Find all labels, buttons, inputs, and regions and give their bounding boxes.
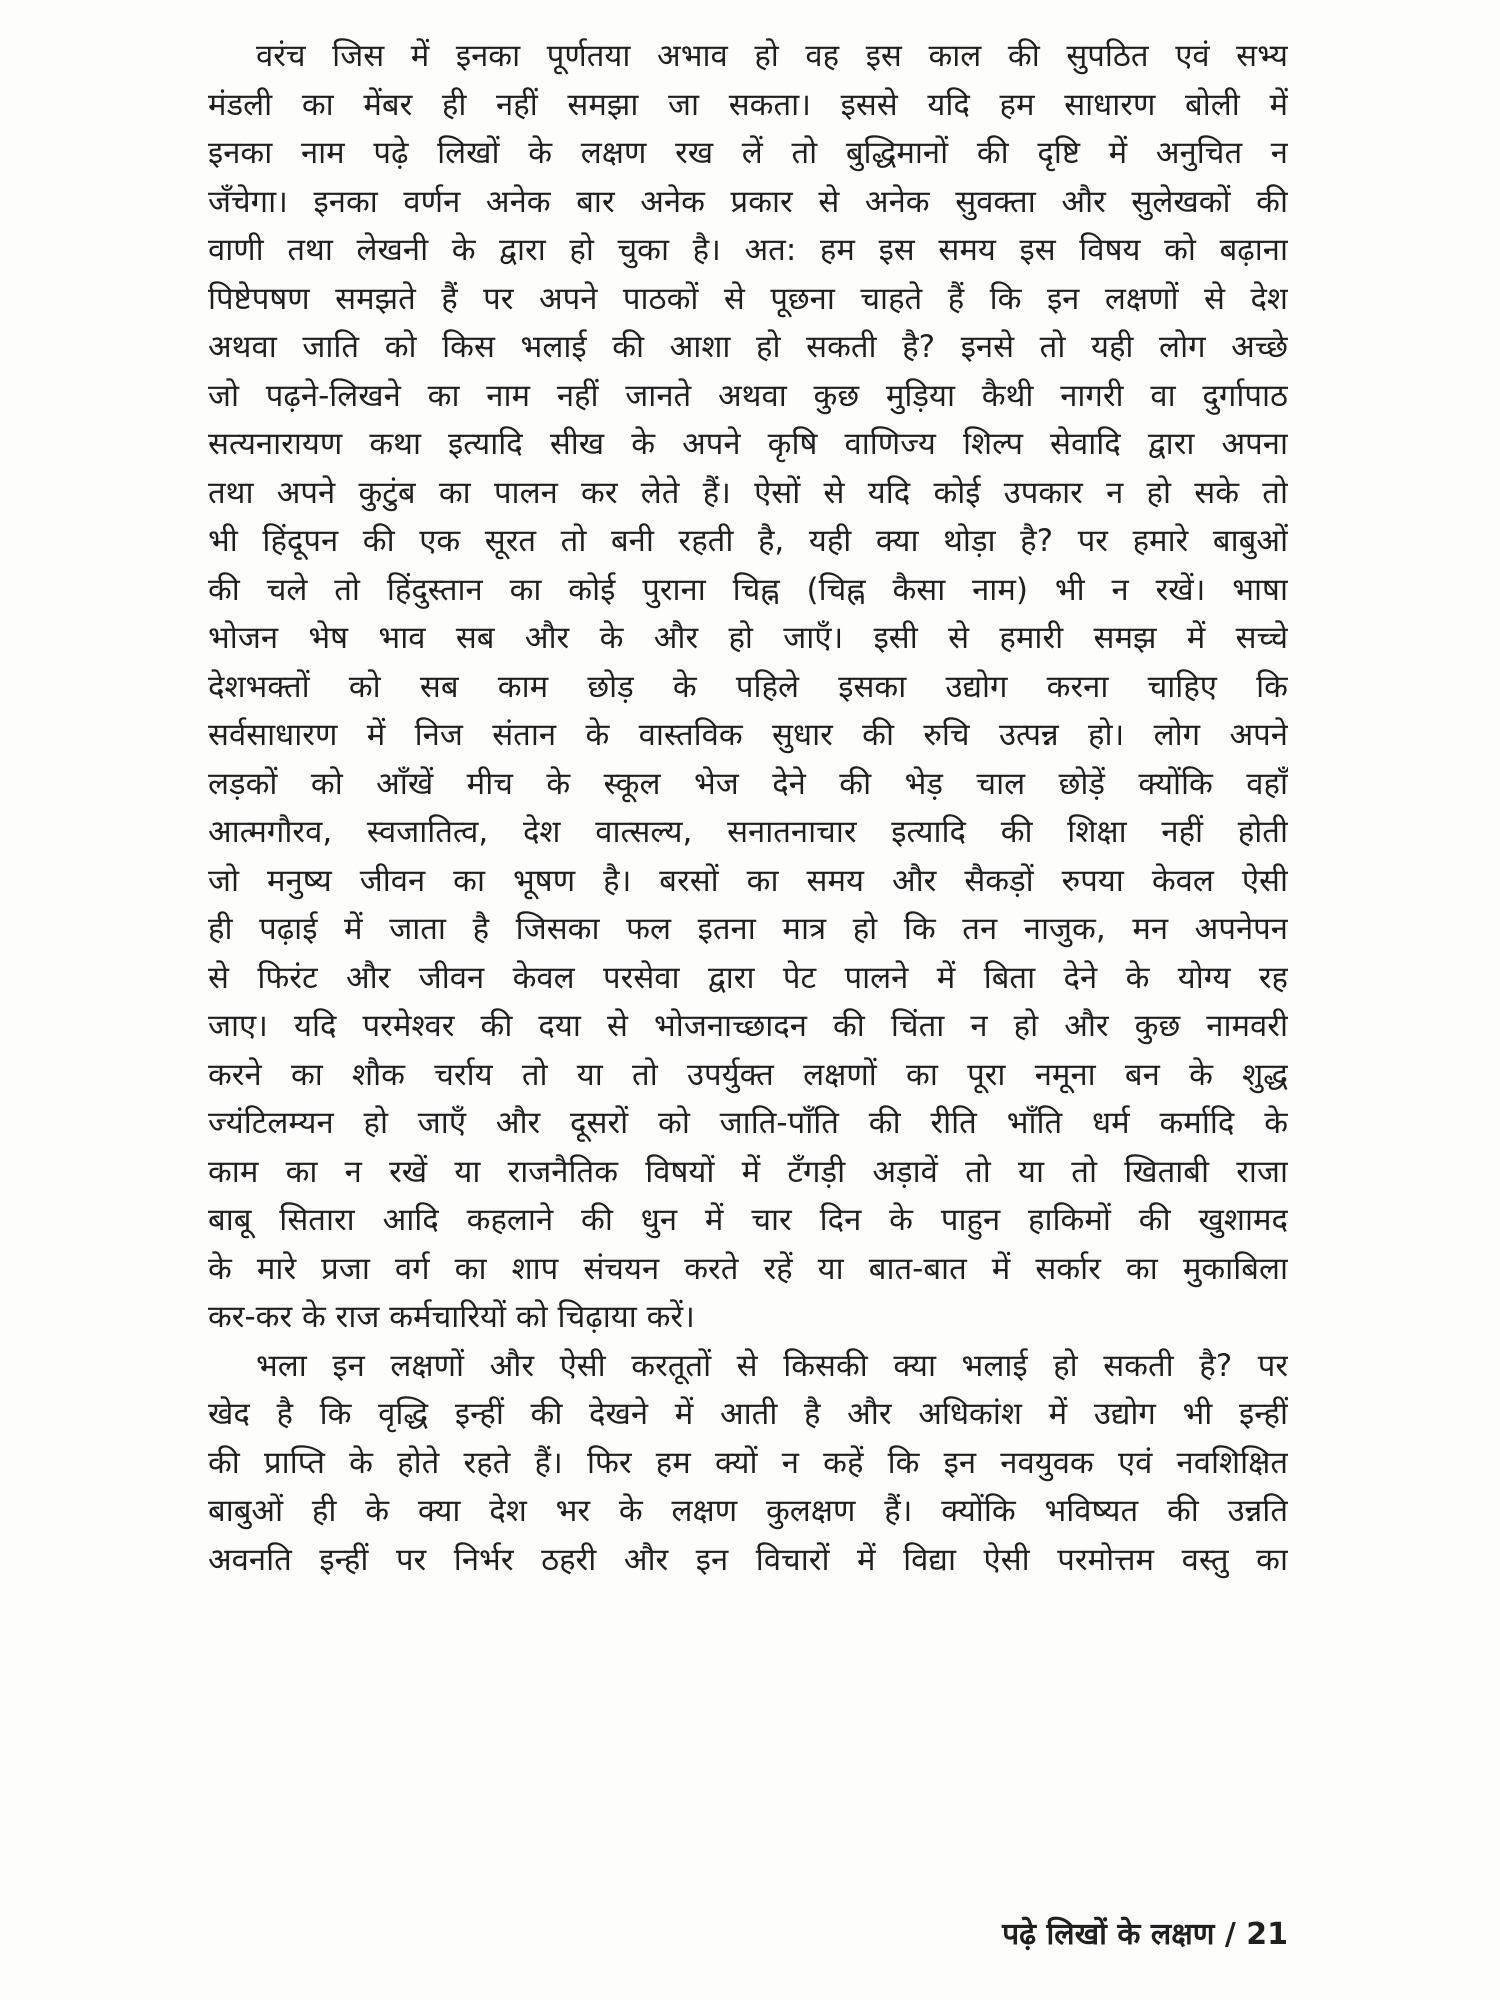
text-line: आत्मगौरव, स्वजातित्व, देश वात्सल्य, सनातनाचार इत्यादि की शिक्षा नहीं होती bbox=[208, 814, 1288, 850]
text-line: इनका नाम पढ़े लिखों के लक्षण रख लें तो बुद्धिमानों की दृष्टि में अनुचित न bbox=[208, 135, 1288, 171]
text-line: के मारे प्रजा वर्ग का शाप संचयन करते रहें या बात-बात में सर्कार का मुकाबिला bbox=[208, 1250, 1288, 1287]
text-line: कर-कर के राज कर्मचारियों को चिढ़ाया करें। bbox=[208, 1299, 695, 1335]
text-line: काम का न रखें या राजनैतिक विषयों में टँगड़ी अड़ावें तो या तो खिताबी राजा bbox=[208, 1153, 1288, 1190]
text-line: से फिरंट और जीवन केवल परसेवा द्वारा पेट पालने में बिता देने के योग्य रह bbox=[208, 959, 1288, 996]
text-line: की प्राप्ति के होते रहते हैं। फिर हम क्यों न कहें कि इन नवयुवक एवं नवशिक्षित bbox=[208, 1444, 1288, 1481]
text-line: सर्वसाधारण में निज संतान के वास्तविक सुधार की रुचि उत्पन्न हो। लोग अपने bbox=[208, 717, 1288, 753]
text-line: देशभक्तों को सब काम छोड़ के पहिले इसका उद्योग करना चाहिए कि bbox=[208, 668, 1288, 705]
body-text bbox=[208, 32, 1288, 1584]
text-line: लड़कों को आँखें मीच के स्कूल भेज देने की भेड़ चाल छोड़ें क्योंकि वहाँ bbox=[208, 765, 1288, 802]
text-line: अथवा जाति को किस भलाई की आशा हो सकती है? इनसे तो यही लोग अच्छे bbox=[208, 329, 1288, 365]
text-line: जाए। यदि परमेश्वर की दया से भोजनाच्छादन की चिंता न हो और कुछ नामवरी bbox=[208, 1008, 1288, 1044]
text-line: वाणी तथा लेखनी के द्वारा हो चुका है। अत: हम इस समय इस विषय को बढ़ाना bbox=[208, 232, 1288, 268]
text-line: सत्यनारायण कथा इत्यादि सीख के अपने कृषि वाणिज्य शिल्प सेवादि द्वारा अपना bbox=[208, 426, 1288, 462]
text-line: भी हिंदूपन की एक सूरत तो बनी रहती है, यही क्या थोड़ा है? पर हमारे बाबुओं bbox=[208, 523, 1288, 559]
paragraph-1 bbox=[208, 32, 1288, 1342]
text-line: जो पढ़ने-लिखने का नाम नहीं जानते अथवा कुछ मुड़िया कैथी नागरी वा दुर्गापाठ bbox=[208, 377, 1288, 414]
text-line: वरंच जिस में इनका पूर्णतया अभाव हो वह इस काल की सुपठित एवं सभ्य bbox=[256, 38, 1288, 74]
text-line: बाबुओं ही के क्या देश भर के लक्षण कुलक्षण हैं। क्योंकि भविष्यत की उन्नति bbox=[208, 1493, 1288, 1529]
text-line: तथा अपने कुटुंब का पालन कर लेते हैं। ऐसों से यदि कोई उपकार न हो सके तो bbox=[208, 474, 1288, 511]
paragraph-2 bbox=[208, 1342, 1288, 1585]
text-line: जो मनुष्य जीवन का भूषण है। बरसों का समय और सैकड़ों रुपया केवल ऐसी bbox=[208, 862, 1288, 899]
text-line: ही पढ़ाई में जाता है जिसका फल इतना मात्र हो कि तन नाजुक, मन अपनेपन bbox=[208, 911, 1288, 947]
text-line: करने का शौक चर्राय तो या तो उपर्युक्त लक्षणों का पूरा नमूना बन के शुद्ध bbox=[208, 1056, 1288, 1093]
text-line: जँचेगा। इनका वर्णन अनेक बार अनेक प्रकार से अनेक सुवक्ता और सुलेखकों की bbox=[208, 183, 1288, 220]
text-line: की चले तो हिंदुस्तान का कोई पुराना चिह्न (चिह्न कैसा नाम) भी न रखें। भाषा bbox=[208, 571, 1288, 608]
text-line: ज्यंटिलम्यन हो जाएँ और दूसरों को जाति-पाँति की रीति भाँति धर्म कर्मादि के bbox=[208, 1105, 1288, 1141]
text-line: भला इन लक्षणों और ऐसी करतूतों से किसकी क्या भलाई हो सकती है? पर bbox=[256, 1347, 1288, 1384]
text-line: बाबू सितारा आदि कहलाने की धुन में चार दिन के पाहुन हाकिमों की खुशामद bbox=[208, 1202, 1288, 1238]
text-line: मंडली का मेंबर ही नहीं समझा जा सकता। इससे यदि हम साधारण बोली में bbox=[208, 86, 1288, 123]
text-line: अवनति इन्हीं पर निर्भर ठहरी और इन विचारों में विद्या ऐसी परमोत्तम वस्तु का bbox=[208, 1541, 1288, 1578]
text-line: पिष्टेपषण समझते हैं पर अपने पाठकों से पूछना चाहते हैं कि इन लक्षणों से देश bbox=[208, 280, 1288, 317]
text-line: खेद है कि वृद्धि इन्हीं की देखने में आती है और अधिकांश में उद्योग भी इन्हीं bbox=[208, 1396, 1288, 1432]
running-footer: पढ़े लिखों के लक्षण / 21 bbox=[1002, 1917, 1288, 1952]
text-line: भोजन भेष भाव सब और के और हो जाएँ। इसी से हमारी समझ में सच्चे bbox=[208, 620, 1288, 656]
